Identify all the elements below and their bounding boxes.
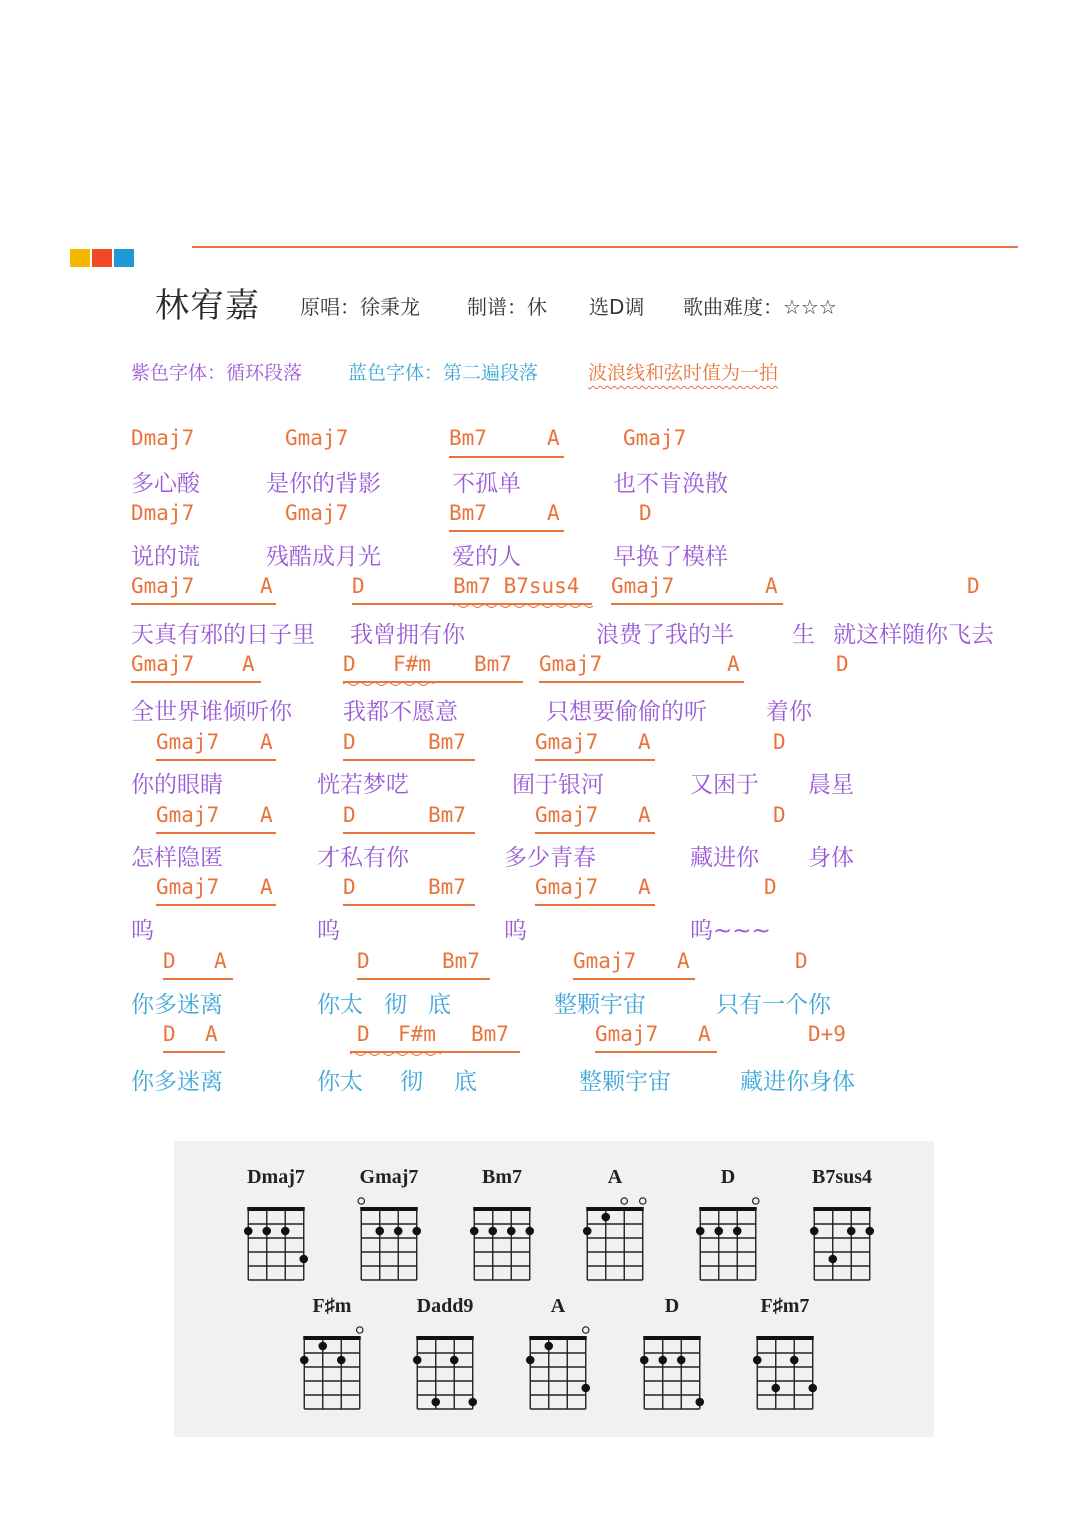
lyric: 底 <box>454 1069 477 1095</box>
chord: A <box>260 730 273 754</box>
finger-dot <box>581 1384 590 1393</box>
finger-dot <box>733 1227 742 1236</box>
chord: A <box>547 426 560 450</box>
chord: Gmaj7 <box>539 652 603 676</box>
finger-dot <box>281 1227 290 1236</box>
chord: A <box>638 803 651 827</box>
lyric: 晨星 <box>808 772 854 798</box>
lyric: 天真有邪的日子里 <box>131 622 315 648</box>
finger-dot <box>450 1356 459 1365</box>
chord: A <box>260 803 273 827</box>
lyric: 爱的人 <box>452 544 521 570</box>
lyric: 整颗宇宙 <box>579 1069 671 1095</box>
lyric: 浪费了我的半 <box>596 622 734 648</box>
finger-dot <box>488 1227 497 1236</box>
lyric: 藏进你 <box>690 845 759 871</box>
chord-underline <box>357 978 490 980</box>
lyric: 着你 <box>766 699 812 725</box>
chord: D <box>343 803 356 827</box>
chord: Gmaj7 <box>131 574 195 598</box>
chord-underline <box>163 1051 225 1053</box>
chord: Dmaj7 <box>131 501 195 525</box>
chord: D <box>357 949 370 973</box>
chord: D <box>764 875 777 899</box>
chord-diagram-name: A <box>550 1295 566 1317</box>
lyric: 生 <box>792 622 815 648</box>
chord: Dmaj7 <box>131 426 195 450</box>
finger-dot <box>244 1227 253 1236</box>
chord-diagram <box>236 1194 316 1294</box>
header-rule <box>192 246 1018 248</box>
lyric: 恍若梦呓 <box>317 772 409 798</box>
chord: Gmaj7 <box>611 574 675 598</box>
chord: A <box>260 875 273 899</box>
chord: A <box>765 574 778 598</box>
chord-underline <box>343 904 475 906</box>
chord-underline <box>611 603 783 605</box>
chord: Gmaj7 <box>573 949 637 973</box>
chord-diagram-name: D <box>720 1166 736 1188</box>
lyric: 呜 <box>317 918 340 944</box>
chord: A <box>638 875 651 899</box>
finger-dot <box>640 1356 649 1365</box>
chord-underline <box>535 759 655 761</box>
chord: A <box>260 574 273 598</box>
chord-diagram <box>462 1194 542 1294</box>
chord: D <box>639 501 652 525</box>
finger-dot <box>828 1255 837 1264</box>
lyric: 彻 <box>400 1069 423 1095</box>
chord-underline <box>131 681 261 683</box>
chord-underline <box>535 904 655 906</box>
chord: A <box>547 501 560 525</box>
chord: Bm7 <box>474 652 512 676</box>
chord-diagram-name: D <box>664 1295 680 1317</box>
open-string-marker <box>753 1198 759 1204</box>
chord: D <box>773 803 786 827</box>
lyric: 藏进你身体 <box>740 1069 855 1095</box>
chord-underline <box>343 759 475 761</box>
lyric: 呜~~~ <box>690 918 771 944</box>
finger-dot <box>468 1398 477 1407</box>
lyric: 就这样随你飞去 <box>833 622 994 648</box>
chord-underline <box>449 530 564 532</box>
finger-dot <box>299 1255 308 1264</box>
open-string-marker <box>357 1327 363 1333</box>
lyric: 不孤单 <box>452 471 521 497</box>
finger-dot <box>413 1356 422 1365</box>
lyric: 也不肯涣散 <box>613 471 728 497</box>
chord-diagram-name: Bm7 <box>482 1166 522 1188</box>
finger-dot <box>753 1356 762 1365</box>
chord-underline <box>131 603 276 605</box>
lyric: 多心酸 <box>131 471 200 497</box>
chord: D <box>343 652 356 676</box>
chord-underline <box>535 832 655 834</box>
chord-diagram-name: Dadd9 <box>416 1295 474 1317</box>
chord: Bm7 <box>449 501 487 525</box>
wavy-beat-line <box>453 603 593 608</box>
legend-purple: 紫色字体：循环段落 <box>131 362 303 384</box>
chord: Bm7 <box>428 730 466 754</box>
chord: D <box>343 875 356 899</box>
finger-dot <box>808 1384 817 1393</box>
chord-underline <box>595 1051 717 1053</box>
chord-underline <box>156 759 276 761</box>
legend-wavy: 波浪线和弦时值为一拍 <box>588 362 779 384</box>
finger-dot <box>790 1356 799 1365</box>
chord: F#m <box>393 652 431 676</box>
lyric: 是你的背影 <box>266 471 381 497</box>
chord: Gmaj7 <box>285 426 349 450</box>
lyric: 早换了模样 <box>613 544 728 570</box>
finger-dot <box>714 1227 723 1236</box>
lyric: 底 <box>428 992 451 1018</box>
lyric: 我都不愿意 <box>343 699 458 725</box>
lyric: 你多迷离 <box>131 992 223 1018</box>
legend-blue: 蓝色字体：第二遍段落 <box>348 362 539 384</box>
finger-dot <box>771 1384 780 1393</box>
chord-diagram <box>292 1323 372 1423</box>
chord: Bm7 <box>442 949 480 973</box>
lyric: 又困于 <box>690 772 759 798</box>
chord: Gmaj7 <box>156 730 220 754</box>
finger-dot <box>262 1227 271 1236</box>
chord: D <box>357 1022 370 1046</box>
chord: D <box>163 1022 176 1046</box>
color-square-red <box>92 249 112 267</box>
lyric: 只想要偷偷的听 <box>546 699 707 725</box>
chord-underline <box>573 978 695 980</box>
chord: Gmaj7 <box>156 875 220 899</box>
chord: A <box>638 730 651 754</box>
finger-dot <box>847 1227 856 1236</box>
wavy-beat-line <box>350 1051 445 1056</box>
lyric: 多少青春 <box>504 845 596 871</box>
lyric: 说的谎 <box>131 544 200 570</box>
finger-dot <box>470 1227 479 1236</box>
lyric: 只有一个你 <box>716 992 831 1018</box>
chord-underline <box>343 832 475 834</box>
lyric: 怎样隐匿 <box>131 845 223 871</box>
finger-dot <box>526 1356 535 1365</box>
lyric: 彻 <box>384 992 407 1018</box>
chord-diagram <box>405 1323 485 1423</box>
lyric: 呜 <box>131 918 154 944</box>
finger-dot <box>865 1227 874 1236</box>
open-string-marker <box>358 1198 364 1204</box>
chord-underline <box>163 978 233 980</box>
song-title: 林宥嘉 <box>155 286 260 326</box>
chord-diagram-name: Gmaj7 <box>359 1166 419 1188</box>
lyric: 整颗宇宙 <box>554 992 646 1018</box>
finger-dot <box>658 1356 667 1365</box>
chord: Gmaj7 <box>131 652 195 676</box>
chord-diagram <box>518 1323 598 1423</box>
lyric: 残酷成月光 <box>266 544 381 570</box>
lyric: 才私有你 <box>317 845 409 871</box>
chord: D <box>163 949 176 973</box>
chord: F#m <box>398 1022 436 1046</box>
lyric: 全世界谁倾听你 <box>131 699 292 725</box>
finger-dot <box>583 1227 592 1236</box>
chord: Gmaj7 <box>535 730 599 754</box>
chord-diagram <box>575 1194 655 1294</box>
chord: D <box>795 949 808 973</box>
chord: A <box>677 949 690 973</box>
chord: A <box>727 652 740 676</box>
lyric: 呜 <box>504 918 527 944</box>
chord-diagram-name: A <box>607 1166 623 1188</box>
lyric: 你太 <box>317 992 363 1018</box>
chord-underline <box>156 904 276 906</box>
chord-underline <box>156 832 276 834</box>
chord-diagram-name: B7sus4 <box>811 1166 873 1188</box>
chord: D+9 <box>808 1022 846 1046</box>
chord: A <box>242 652 255 676</box>
lyric: 你的眼睛 <box>131 772 223 798</box>
chord: Gmaj7 <box>623 426 687 450</box>
chord: A <box>214 949 227 973</box>
open-string-marker <box>621 1198 627 1204</box>
chord-diagram <box>632 1323 712 1423</box>
chord: A <box>205 1022 218 1046</box>
finger-dot <box>695 1398 704 1407</box>
chord: Gmaj7 <box>535 803 599 827</box>
chord-diagram <box>349 1194 429 1294</box>
chord-underline <box>539 681 744 683</box>
open-string-marker <box>640 1198 646 1204</box>
chord: Bm7 <box>471 1022 509 1046</box>
wavy-beat-line <box>343 681 438 686</box>
chord-diagram-name: F♯m7 <box>760 1295 810 1317</box>
chord: A <box>698 1022 711 1046</box>
lyric: 你多迷离 <box>131 1069 223 1095</box>
chord: Bm7 <box>428 875 466 899</box>
arranger-credit: 制谱：休 <box>467 295 547 319</box>
chord: Bm7 B7sus4 <box>453 574 580 598</box>
chord: Gmaj7 <box>595 1022 659 1046</box>
finger-dot <box>507 1227 516 1236</box>
chord-diagram-name: F♯m <box>312 1295 352 1317</box>
difficulty-rating: 歌曲难度：☆☆☆ <box>683 295 837 319</box>
finger-dot <box>677 1356 686 1365</box>
finger-dot <box>412 1227 421 1236</box>
finger-dot <box>394 1227 403 1236</box>
key-info: 选D调 <box>589 295 645 319</box>
color-square-blue <box>114 249 134 267</box>
chord: Gmaj7 <box>535 875 599 899</box>
finger-dot <box>337 1356 346 1365</box>
lyric: 你太 <box>317 1069 363 1095</box>
chord-diagram <box>802 1194 882 1294</box>
lyric: 身体 <box>808 845 854 871</box>
finger-dot <box>525 1227 534 1236</box>
finger-dot <box>375 1227 384 1236</box>
color-square-yellow <box>70 249 90 267</box>
finger-dot <box>318 1342 327 1351</box>
singer-credit: 原唱：徐秉龙 <box>300 295 420 319</box>
chord: Bm7 <box>428 803 466 827</box>
chord: Gmaj7 <box>156 803 220 827</box>
open-string-marker <box>583 1327 589 1333</box>
chord: D <box>343 730 356 754</box>
finger-dot <box>544 1342 553 1351</box>
chord-diagram-name: Dmaj7 <box>247 1166 305 1188</box>
finger-dot <box>300 1356 309 1365</box>
finger-dot <box>696 1227 705 1236</box>
lyric: 囿于银河 <box>512 772 604 798</box>
chord: D <box>773 730 786 754</box>
chord-diagram <box>688 1194 768 1294</box>
chord-underline <box>449 456 564 458</box>
finger-dot <box>810 1227 819 1236</box>
finger-dot <box>601 1213 610 1222</box>
chord-diagram <box>745 1323 825 1423</box>
lyric: 我曾拥有你 <box>350 622 465 648</box>
finger-dot <box>431 1398 440 1407</box>
chord: D <box>352 574 365 598</box>
chord: D <box>967 574 980 598</box>
chord: D <box>836 652 849 676</box>
chord: Gmaj7 <box>285 501 349 525</box>
chord: Bm7 <box>449 426 487 450</box>
